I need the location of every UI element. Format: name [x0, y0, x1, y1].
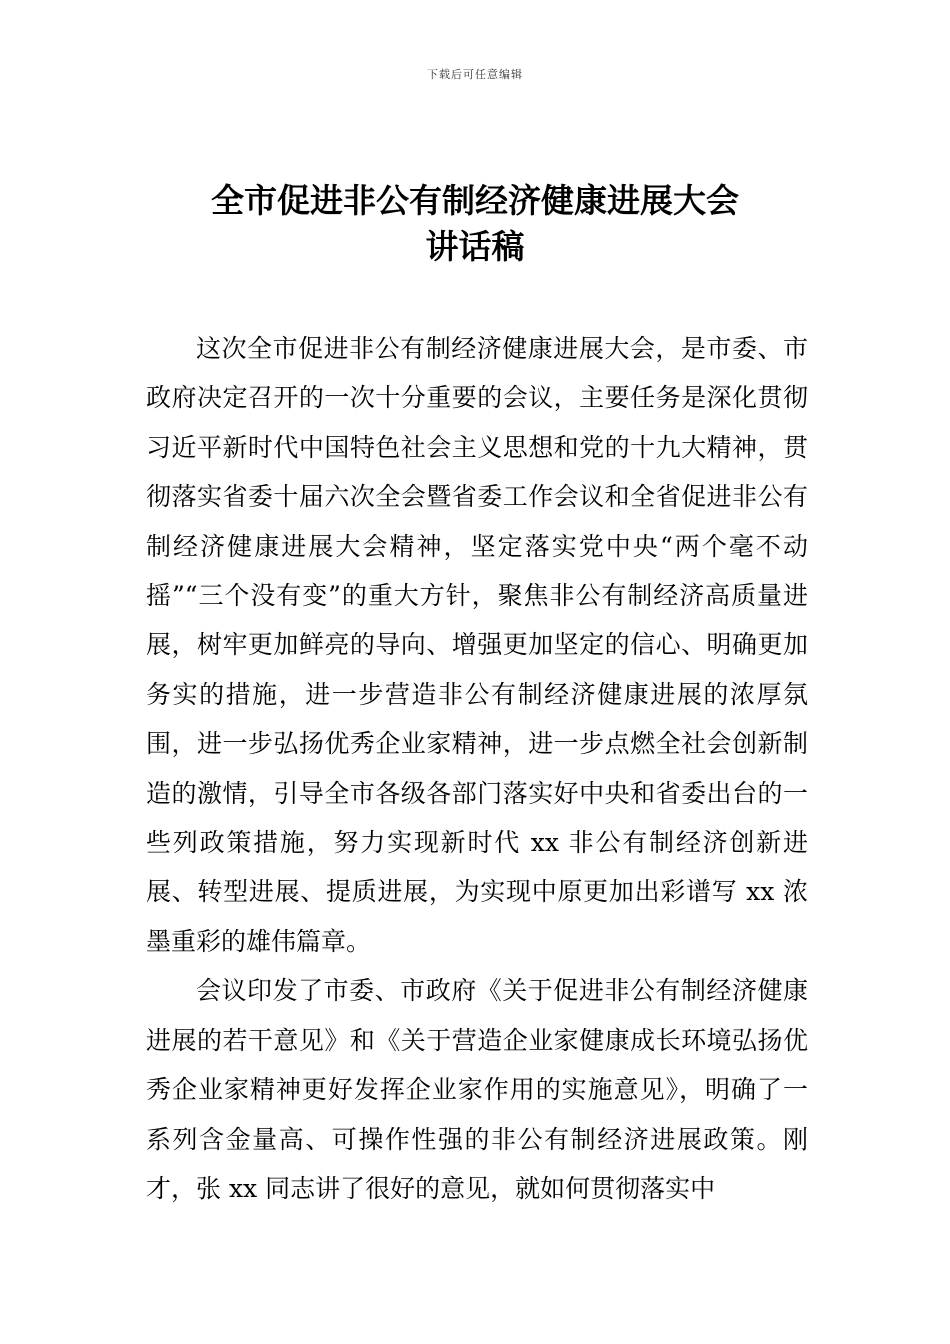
header-note: 下载后可任意编辑	[427, 68, 523, 81]
document-body	[146, 324, 808, 1213]
document-title	[100, 178, 850, 270]
title-line-2: 讲话稿	[425, 227, 525, 266]
paragraph-2: 会议印发了市委、市政府《关于促进非公有制经济健康进展的若干意见》和《关于营造企业家健康成长环境弘扬优秀企业家精神更好发挥企业家作用的实施意见》，明确了一系列含金量高、可操作性强的非公有制经济进展政策。刚才，张 xx 同志讲了很好的意见，就如何贯彻落实中	[146, 976, 808, 1203]
paragraph-1: 这次全市促进非公有制经济健康进展大会，是市委、市政府决定召开的一次十分重要的会议，主要任务是深化贯彻习近平新时代中国特色社会主义思想和党的十九大精神，贯彻落实省委十届六次全会暨省委工作会议和全省促进非公有制经济健康进展大会精神，坚定落实党中央“两个毫不动摇”“三个没有变”的重大方针，聚焦非公有制经济高质量进展，树牢更加鲜亮的导向、增强更加坚定的信心、明确更加务实的措施，进一步营造非公有制经济健康进展的浓厚氛围，进一步弘扬优秀企业家精神，进一步点燃全社会创新制造的激情，引导全市各级各部门落实好中央和省委出台的一些列政策措施，努力实现新时代 xx 非公有制经济创新进展、转型进展、提质进展，为实现中原更加出彩谱写 xx 浓墨重彩的雄伟篇章。	[146, 334, 808, 956]
title-line-1: 全市促进非公有制经济健康进展大会	[211, 181, 739, 220]
